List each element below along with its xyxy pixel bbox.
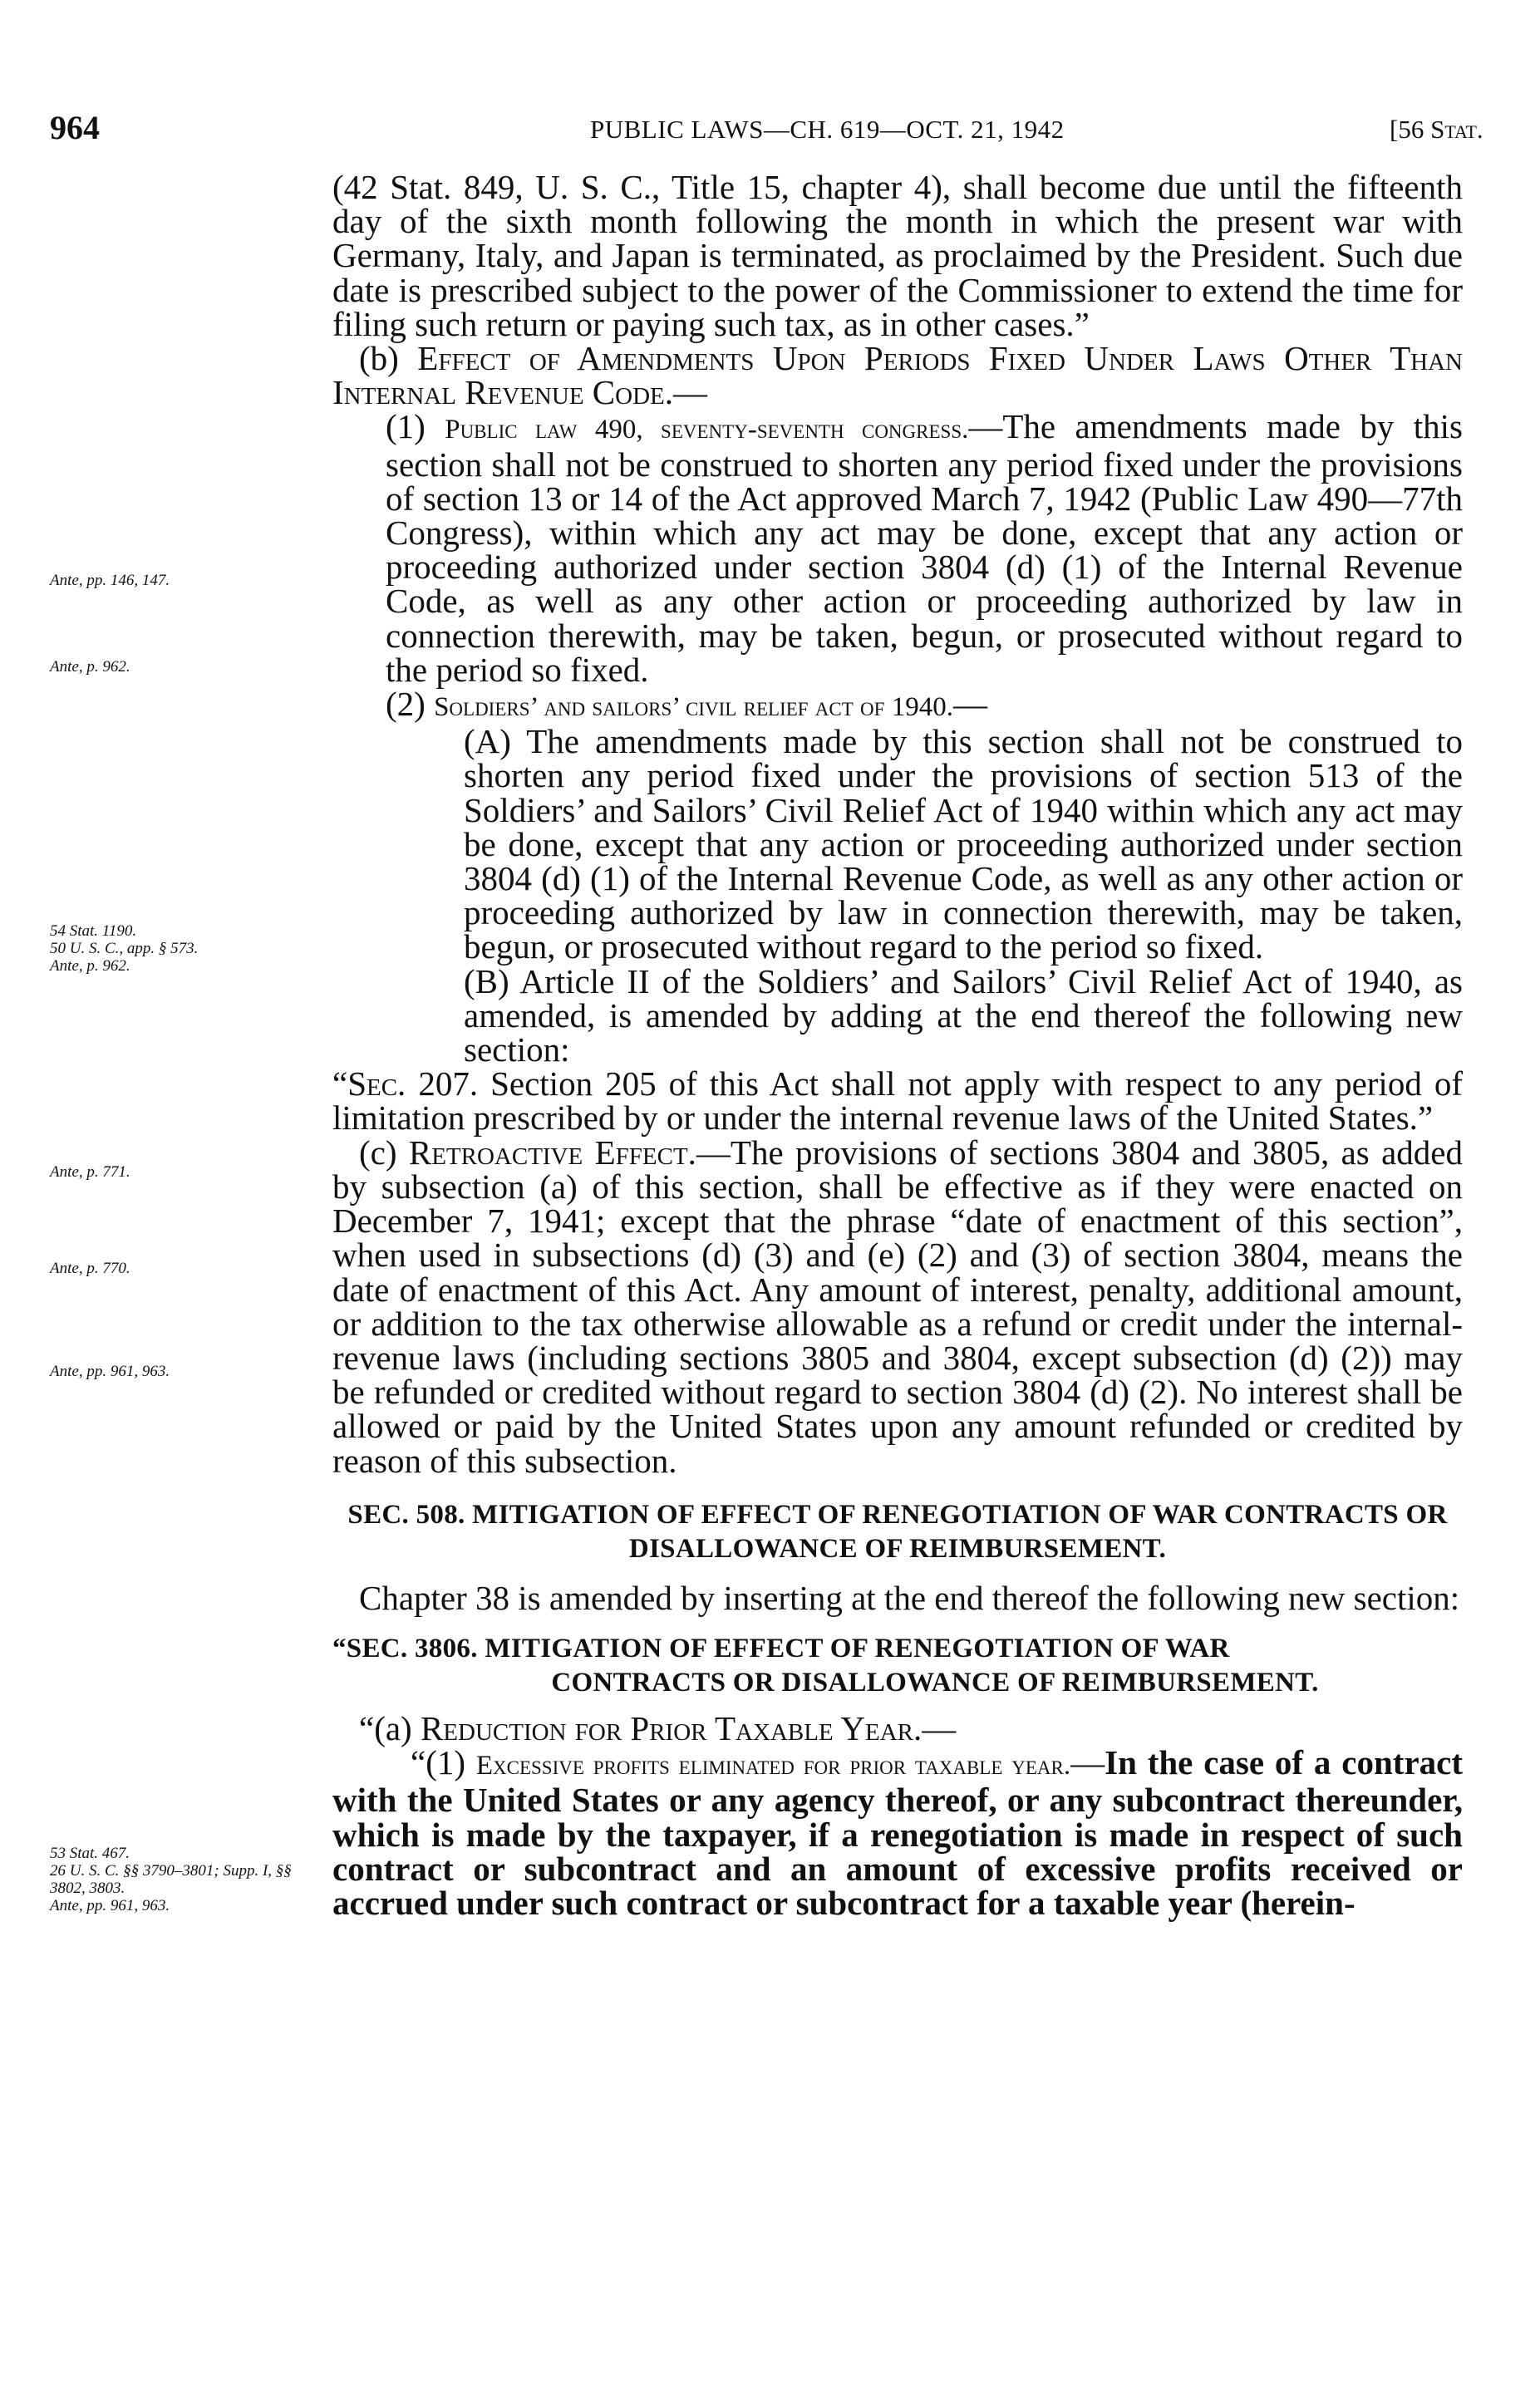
- margin-note: Ante, p. 770.: [50, 1260, 130, 1277]
- volume-reference: [1390, 115, 1483, 145]
- subsection-heading: Effect of Amendments Upon Periods Fixed Under Laws Other Than Internal Revenue Code.: [332, 339, 1463, 412]
- margin-note: 54 Stat. 1190. 50 U. S. C., app. § 573. Ante, p. 962.: [50, 922, 199, 975]
- statute-body: [332, 170, 1463, 1920]
- section-508-text: Chapter 38 is amended by inserting at the end thereof the following new section:: [359, 1578, 1460, 1617]
- volume-bracket: [56 Stat.: [1390, 115, 1483, 144]
- subsection-a: [332, 1708, 1463, 1747]
- page-number: 964: [50, 109, 100, 146]
- section-3806-heading: [332, 1632, 1463, 1700]
- paragraph-2: [386, 687, 1463, 725]
- subsection-heading: Retroactive Effect.: [408, 1133, 696, 1172]
- margin-note: 53 Stat. 467. 26 U. S. C. §§ 3790–3801; Supp. I, §§ 3802, 3803. Ante, pp. 961, 963.: [50, 1845, 292, 1914]
- subparagraph-b: (B) Article II of the Soldiers’ and Sailors’ Civil Relief Act of 1940, as amended, is amended by adding at the end thereof the following new section:: [464, 961, 1463, 1069]
- subparagraph-a: (A) The amendments made by this section shall not be construed to shorten any period fixed under the provisions of section 513 of the Soldiers’ and Sailors’ Civil Relief Act of 1940 within which any act may be done, except that any action or proceeding authorized under section 3804 (d) (1) of the Internal Revenue Code, as well as any other action or proceeding authorized by law in connection therewith, may be taken, begun, or prosecuted without regard to the period so fixed.: [464, 722, 1463, 966]
- paragraph-text: In the case of a contract with the United States or any agency thereof, or any subcontract thereunder, which is made by the taxpayer, if a renegotiation is made in respect of such contract or subcontract and an amount of excessive profits received or accrued under such contract or subcontract for a taxable year (herein-: [332, 1743, 1463, 1922]
- margin-note: Ante, p. 771.: [50, 1163, 130, 1181]
- section-text: Section 205 of this Act shall not apply with respect to any period of limitation prescribed by or under the internal revenue laws of the United States.”: [332, 1064, 1463, 1138]
- paragraph-label: (2): [386, 685, 435, 724]
- subsection-c: [332, 1133, 1463, 1480]
- paragraph-1: [386, 407, 1463, 689]
- margin-note: Ante, pp. 146, 147.: [50, 572, 170, 589]
- new-section-207: [332, 1064, 1463, 1138]
- margin-note: Ante, p. 962.: [50, 658, 130, 676]
- paragraph-a1: [332, 1743, 1463, 1922]
- margin-note: Ante, pp. 961, 963.: [50, 1363, 170, 1380]
- paragraph-text: —The amendments made by this section shall not be construed to shorten any period fixed under the provisions of section 13 or 14 of the Act approved March 7, 1942 (Public Law 490—77th Congress), within which any act may be done, except that any action or proceeding authorized under section 3804 (d) (1) of the Internal Revenue Code, as well as any other action or proceeding authorized by law in connection therewith, may be taken, begun, or prosecuted without regard to the period so fixed.: [386, 407, 1463, 689]
- dash: —: [1070, 1743, 1105, 1782]
- subsection-label: (b): [359, 339, 418, 378]
- subsection-heading: Reduction for Prior Taxable Year.: [420, 1708, 923, 1747]
- paragraph-label: (1): [386, 407, 445, 446]
- dash: —: [922, 1708, 957, 1747]
- dash: —: [952, 685, 987, 724]
- paragraph-heading: Soldiers’ and sailors’ civil relief act of 1940.: [434, 692, 953, 723]
- subsection-label: “(a): [359, 1708, 421, 1747]
- volume-stat-abbrev: Stat.: [1430, 115, 1483, 144]
- subsection-b: [332, 339, 1463, 412]
- dash: —: [672, 373, 707, 412]
- section-508-heading: SEC. 508. MITIGATION OF EFFECT OF RENEGOTIATION OF WAR CONTRACTS OR DISALLOWANCE OF REIMBURSEMENT.: [347, 1499, 1448, 1564]
- section-3806-heading-line1: “SEC. 3806. MITIGATION OF EFFECT OF RENEGOTIATION OF WAR: [332, 1633, 1230, 1663]
- paragraph-heading: Excessive profits eliminated for prior taxable year.: [475, 1751, 1071, 1781]
- subsection-text: —The provisions of sections 3804 and 3805, as added by subsection (a) of this section, shall be effective as if they were enacted on December 7, 1941; except that the phrase “date of enactment of this section”, when used in subsections (d) (3) and (e) (2) and (3) of section 3804, means the date of enactment of this Act. Any amount of interest, penalty, additional amount, or addition to the tax otherwise allowable as a refund or credit under the internal-revenue laws (including sections 3805 and 3804, except subsection (d) (2)) may be refunded or credited without regard to section 3804 (d) (2). No interest shall be allowed or paid by the United States upon any amount refunded or credited by reason of this subsection.: [332, 1133, 1463, 1480]
- paragraph: (42 Stat. 849, U. S. C., Title 15, chapter 4), shall become due until the fifteenth day of the sixth month following the month in which the present war with Germany, Italy, and Japan is terminated, as proclaimed by the President. Such due date is prescribed subject to the power of the Commissioner to extend the time for filing such return or paying such tax, as in other cases.”: [332, 168, 1463, 343]
- section-opener: “Sec. 207.: [332, 1064, 479, 1103]
- running-head: PUBLIC LAWS—CH. 619—OCT. 21, 1942: [590, 115, 1065, 144]
- paragraph-heading: Public law 490, seventy-seventh congress.: [445, 415, 969, 445]
- section-3806-heading-line2: CONTRACTS OR DISALLOWANCE OF REIMBURSEMENT.: [551, 1667, 1319, 1698]
- paragraph-label: “(1): [411, 1743, 476, 1782]
- subsection-label: (c): [359, 1133, 409, 1172]
